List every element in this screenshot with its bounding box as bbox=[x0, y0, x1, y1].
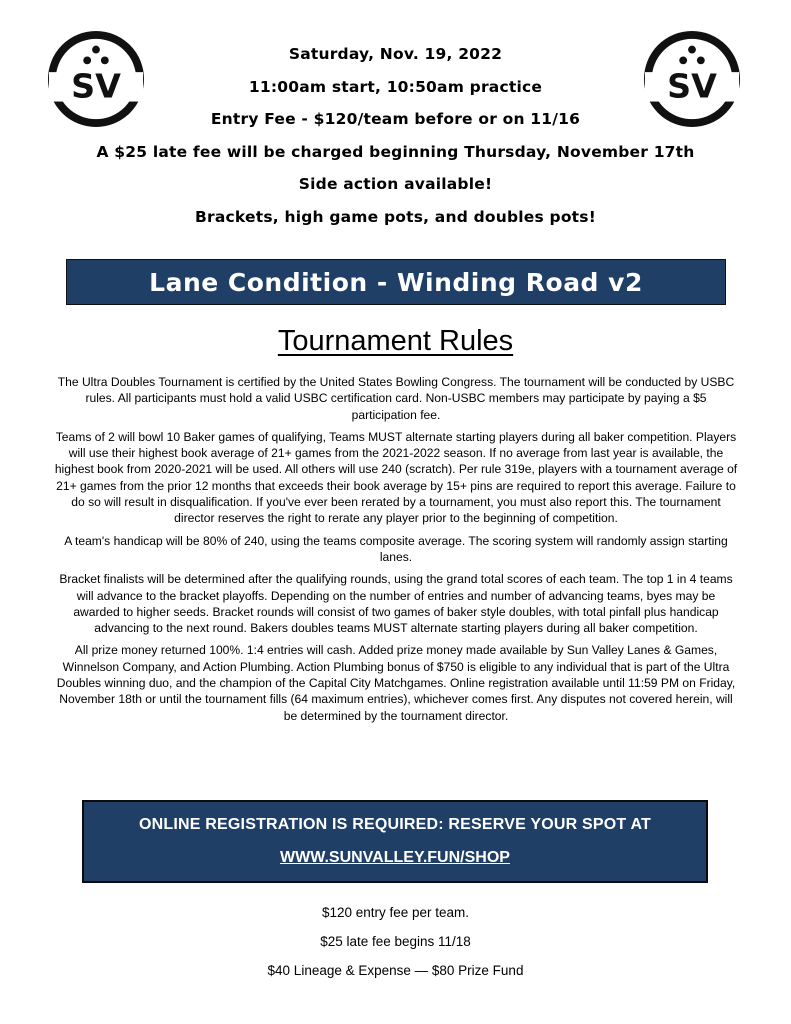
rules-body bbox=[54, 374, 738, 730]
rules-paragraph: The Ultra Doubles Tournament is certified by the United States Bowling Congress. The tournament will be conducted by USBC rules. All participants must hold a valid USBC certification card. Non-USBC members may participate by paying a $5 participation fee. bbox=[57, 375, 735, 422]
svg-text:SV: SV bbox=[71, 66, 121, 106]
registration-box bbox=[82, 800, 708, 883]
side-action: Side action available! bbox=[298, 175, 493, 194]
lane-condition-banner: Lane Condition - Winding Road v2 bbox=[66, 259, 726, 305]
entry-fee: Entry Fee - $120/team before or on 11/16 bbox=[210, 110, 581, 129]
registration-notice: ONLINE REGISTRATION IS REQUIRED: RESERVE YOUR SPOT AT bbox=[139, 816, 651, 833]
rules-paragraph: A team's handicap will be 80% of 240, using the teams composite average. The scoring system will randomly assign starting lanes. bbox=[64, 533, 728, 564]
event-date: Saturday, Nov. 19, 2022 bbox=[288, 45, 503, 63]
fee-line: $25 late fee begins 11/18 bbox=[320, 934, 471, 949]
rules-paragraph: Teams of 2 will bowl 10 Baker games of qualifying, Teams MUST alternate starting players during all baker competition. Players will use their highest book average of 21+ games from the 2021-2022 season. If no average from last year is available, the highest book from 2020-2021 will be used. All others will use 240 (scratch). Per rule 319e, players with a tournament average of 21+ games from the prior 12 months that exceeds their book average by 15+ pins are required to report this average. Failure to do so will result in disqualification. If you've ever been rerated by a tournament, you must also report this. The tournament director reserves the right to rerate any player prior to the beginning of competition. bbox=[54, 429, 738, 526]
event-time: 11:00am start, 10:50am practice bbox=[248, 77, 543, 96]
registration-link[interactable]: WWW.SUNVALLEY.FUN/SHOP bbox=[280, 849, 510, 866]
rules-paragraph: Bracket finalists will be determined after the qualifying rounds, using the grand total scores of each team. The top 1 in 4 teams will advance to the bracket playoffs. Depending on the number of entries and number of advancing teams, byes may be awarded to higher seeds. Bracket rounds will consist of two games of baker style doubles, with total pinfall plus handicap advancing to the next round. Bakers doubles teams MUST alternate starting players during all baker competition. bbox=[59, 572, 733, 636]
svg-text:SV: SV bbox=[667, 66, 717, 106]
late-fee-notice: A $25 late fee will be charged beginning Thursday, November 17th bbox=[96, 142, 695, 161]
event-details bbox=[0, 44, 791, 240]
fee-summary bbox=[0, 905, 791, 992]
rules-title: Tournament Rules bbox=[277, 325, 514, 357]
pots-info: Brackets, high game pots, and doubles pots! bbox=[195, 207, 596, 226]
rules-paragraph: All prize money returned 100%. 1:4 entries will cash. Added prize money made available by Sun Valley Lanes & Games, Winnelson Company, and Action Plumbing. Action Plumbing bonus of $750 is eligible to any individual that is part of the Ultra Doubles winning duo, and the champion of the Capital City Matchgames. Online registration available until 11:59 PM on Friday, November 18th or until the tournament fills (64 maximum entries), whichever comes first. Any disputes not covered herein, will be determined by the tournament director. bbox=[56, 643, 736, 723]
fee-line: $120 entry fee per team. bbox=[321, 905, 470, 920]
fee-line: $40 Lineage & Expense — $80 Prize Fund bbox=[267, 963, 524, 978]
